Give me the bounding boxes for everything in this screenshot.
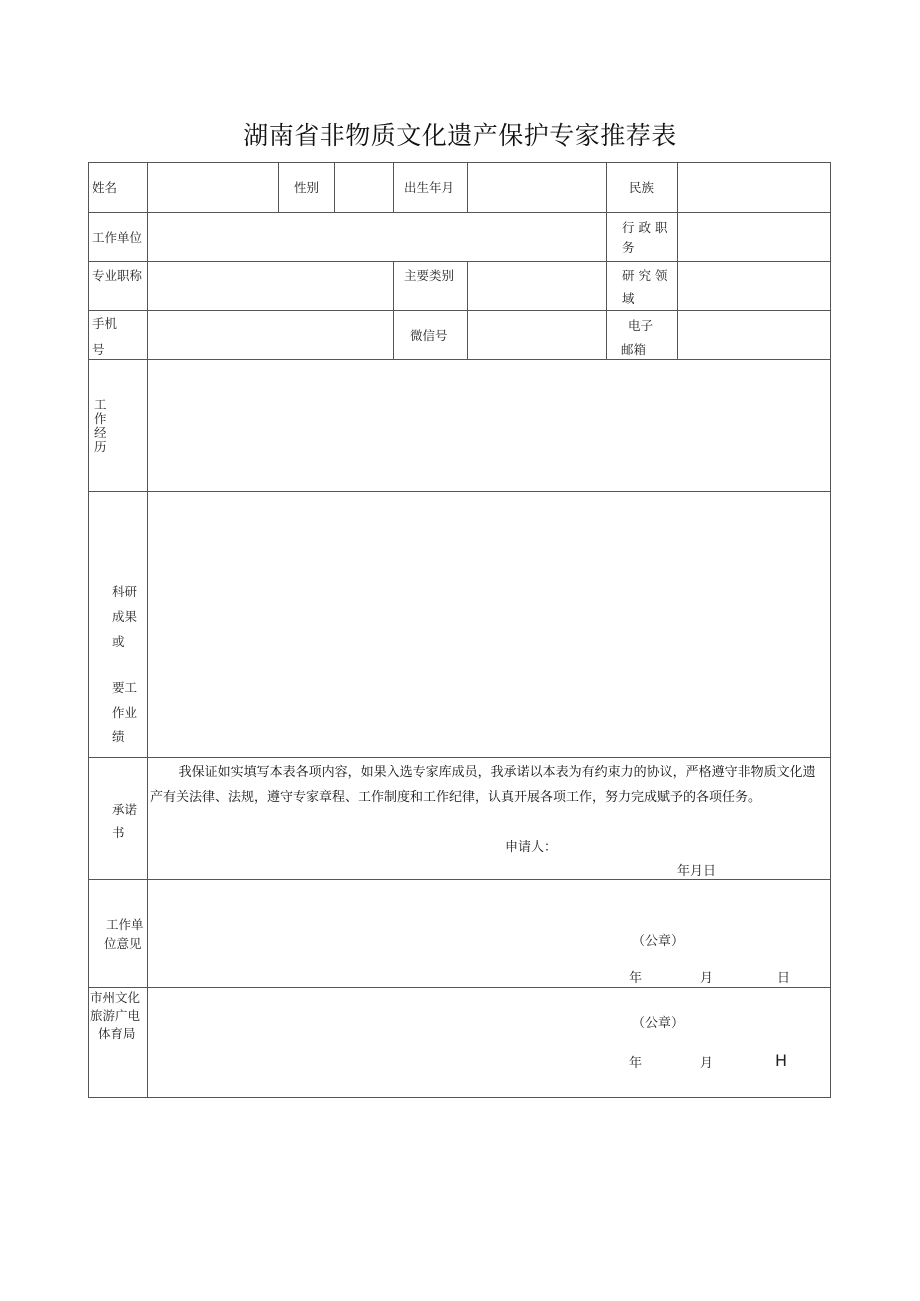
label-unit-opinion-line: 工作单: [106, 917, 144, 932]
label-ethnic: 民族: [629, 180, 655, 195]
label-achievements-line: 要工: [112, 680, 138, 695]
label-phone-line2: 号: [92, 342, 105, 357]
row-divider: [88, 987, 831, 988]
unit-date-month: 月: [700, 971, 714, 986]
label-wechat: 微信号: [410, 328, 448, 343]
city-date-month: 月: [700, 1056, 714, 1071]
label-birth: 出生年月: [404, 180, 455, 195]
col-divider: [467, 261, 468, 359]
col-divider: [393, 261, 394, 359]
col-divider: [467, 162, 468, 212]
form-title: 湖南省非物质文化遗产保护专家推荐表: [243, 121, 677, 150]
label-email-line1: 电子: [628, 318, 654, 333]
label-city-bureau-line: 市州文化: [90, 990, 141, 1005]
label-pledge-line: 承诺: [112, 802, 138, 817]
label-city-bureau-line: 体育局: [98, 1026, 136, 1041]
col-divider: [334, 162, 335, 212]
col-divider: [677, 162, 678, 359]
city-seal: （公章）: [632, 1016, 685, 1031]
label-achievements-line: 科研: [112, 584, 138, 599]
label-experience-char: 经: [94, 425, 107, 440]
col-divider: [606, 162, 607, 359]
label-city-bureau-line: 旅游广电: [90, 1008, 141, 1023]
label-achievements-line: 成果: [112, 609, 138, 624]
label-achievements-line: 绩: [112, 729, 125, 744]
label-phone-line1: 手机: [92, 316, 118, 331]
label-achievements-line: 或: [112, 634, 125, 649]
form-table: [88, 162, 831, 1098]
unit-date-year: 年: [629, 971, 643, 986]
pledge-date: 年月日: [677, 864, 717, 879]
label-work-unit: 工作单位: [92, 230, 143, 245]
unit-seal: （公章）: [632, 934, 685, 949]
label-research-line2: 域: [622, 291, 635, 306]
label-email-line2: 邮箱: [621, 342, 647, 357]
row-divider: [88, 261, 831, 262]
col-divider: [393, 162, 394, 212]
row-divider: [88, 359, 831, 360]
label-pledge-line: 书: [112, 825, 125, 840]
label-experience-char: 历: [94, 439, 107, 454]
label-prof-title: 专业职称: [92, 268, 143, 283]
row-divider: [88, 212, 831, 213]
label-unit-opinion-line: 位意见: [104, 936, 142, 951]
label-research-line1: 研 究 领: [622, 268, 668, 283]
unit-date-day: 日: [777, 971, 791, 986]
label-admin-line1: 行 政 职: [622, 220, 668, 235]
row-divider: [88, 310, 831, 311]
label-name: 姓名: [92, 180, 118, 195]
city-date-day: H: [775, 1051, 788, 1070]
label-experience-char: 作: [94, 411, 107, 426]
col-divider: [147, 162, 148, 1098]
label-gender: 性别: [294, 180, 320, 195]
label-experience-char: 工: [94, 397, 107, 412]
pledge-text: 我保证如实填写本表各项内容，如果入选专家库成员，我承诺以本表为有约束力的协议，严格遵守非物质文化遗产有关法律、法规，遵守专家章程、工作制度和工作纪律，认真开展各项工作，努力完成赋予的各项任务。: [150, 765, 816, 805]
label-main-category: 主要类别: [404, 268, 455, 283]
city-date-year: 年: [629, 1056, 643, 1071]
row-divider: [88, 491, 831, 492]
label-admin-line2: 务: [622, 240, 635, 255]
row-divider: [88, 757, 831, 758]
col-divider: [278, 162, 279, 212]
label-achievements-line: 作业: [112, 705, 138, 720]
applicant-label: 申请人：: [505, 840, 558, 855]
row-divider: [88, 879, 831, 880]
